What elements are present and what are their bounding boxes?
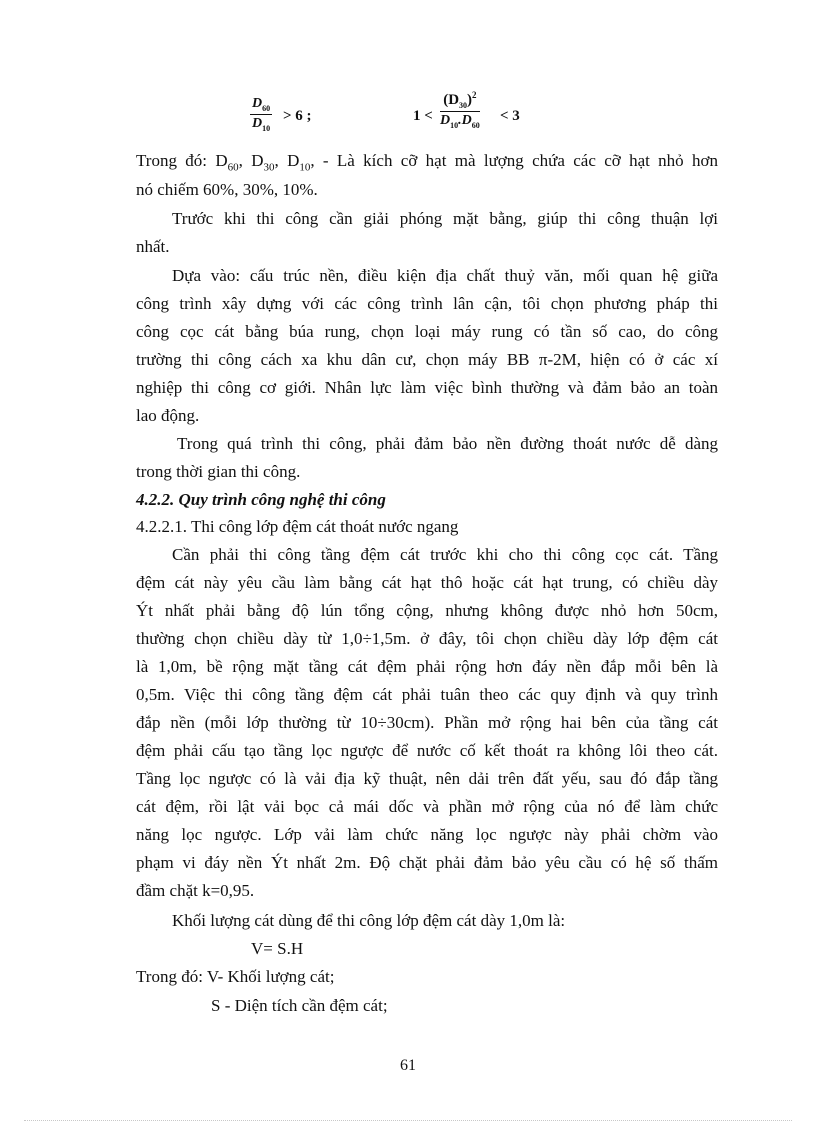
text-line: nó chiếm 60%, 30%, 10%.	[136, 180, 318, 199]
equation-line: V= S.H	[251, 939, 304, 958]
text-line: công trình xây dựng với các công trình lân cận, tôi chọn phương pháp thi	[136, 294, 718, 313]
text-line: trong thời gian thi công.	[136, 462, 301, 481]
formula-lower-bound: 1 <	[413, 108, 433, 124]
formula-relation-1: > 6 ;	[283, 108, 312, 124]
paragraph-first-line: Trước khi thi công cần giải phóng mặt bằng, giúp thi công thuận lợi	[172, 209, 718, 228]
formula-upper-bound: < 3	[500, 108, 520, 124]
text-line: công cọc cát bằng búa rung, chọn loại máy rung có tần số cao, do công	[136, 322, 718, 341]
text-line: lao động.	[136, 406, 200, 425]
text-line: Tầng lọc ngược có là vải địa kỹ thuật, nên dải trên đất yếu, sau đó đắp tầng	[136, 769, 718, 788]
text-line: năng lọc ngược. Lớp vải làm chức năng lọc ngược này phải chờm vào	[136, 825, 718, 844]
paragraph-first-line: Cần phải thi công tầng đệm cát trước khi cho thi công cọc cát. Tầng	[172, 545, 718, 564]
text-line: đệm phải cấu tạo tầng lọc ngược để nước cố kết thoát ra không lôi theo cát.	[136, 741, 718, 760]
text-line: nhất.	[136, 237, 170, 256]
text-line: thường chọn chiều dày từ 1,0÷1,5m. ở đây, tôi chọn chiều dày lớp đệm cát	[136, 629, 718, 648]
formula-block	[0, 86, 816, 146]
paragraph-first-line: Khối lượng cát dùng để thi công lớp đệm cát dày 1,0m là:	[172, 911, 566, 930]
subsection-heading: 4.2.2.1. Thi công lớp đệm cát thoát nước ngang	[136, 517, 459, 536]
text-line: Trong đó: $D_{60}$, $D_{30}$, $D_{10}$, - Là kích cỡ hạt mà lượng chứa các cỡ hạt nhỏ hơn	[136, 151, 718, 174]
text-line: phạm vi đáy nền Ýt nhất 2m. Độ chặt phải đảm bảo yêu cầu có hệ số thấm	[136, 853, 718, 872]
text-line: trường thi công cách xa khu dân cư, chọn máy BB π-2M, hiện có ở các xí	[136, 350, 718, 369]
text-line: đắp nền (mỗi lớp thường từ 10÷30cm). Phần mở rộng hai bên của tầng cát	[136, 713, 718, 732]
text-line: 0,5m. Việc thi công tầng đệm cát phải tuân theo các quy định và quy trình	[136, 685, 718, 704]
formula-ratio-d30-squared: $\frac{(D_{30})^2}{D_{10}.D_{60}}$	[440, 90, 480, 130]
page-number: 61	[400, 1057, 416, 1074]
page-bottom-divider	[24, 1120, 792, 1121]
text-line: Trong đó: V- Khối lượng cát;	[136, 967, 335, 986]
text-line: là 1,0m, bề rộng mặt tầng cát đệm phải rộng hơn đáy nền đắp mỗi bên là	[136, 657, 718, 676]
text-line: đầm chặt k=0,95.	[136, 881, 255, 900]
paragraph-first-line: Dựa vào: cấu trúc nền, điều kiện địa chất thuỷ văn, mối quan hệ giữa	[172, 266, 718, 285]
text-line: đệm cát này yêu cầu làm bằng cát hạt thô hoặc cát hạt trung, có chiều dày	[136, 573, 718, 592]
text-line: Ýt nhất phải bằng độ lún tổng cộng, nhưng không được nhỏ hơn 50cm,	[136, 601, 718, 620]
text-line: nghiệp thi công cơ giới. Nhân lực làm việc bình thường và đảm bảo an toàn	[136, 378, 718, 397]
formula-ratio-d60-d10: $\frac{D_{60}}{D_{10}}$	[252, 96, 271, 133]
text-line: S - Diện tích cần đệm cát;	[211, 996, 388, 1015]
section-heading: 4.2.2. Quy trình công nghệ thi công	[136, 490, 386, 509]
paragraph-first-line: Trong quá trình thi công, phải đảm bảo nền đường thoát nước dễ dàng	[177, 434, 718, 453]
text-line: cát đệm, rồi lật vải bọc cả mái dốc và phần mở rộng của nó để làm chức	[136, 797, 718, 816]
